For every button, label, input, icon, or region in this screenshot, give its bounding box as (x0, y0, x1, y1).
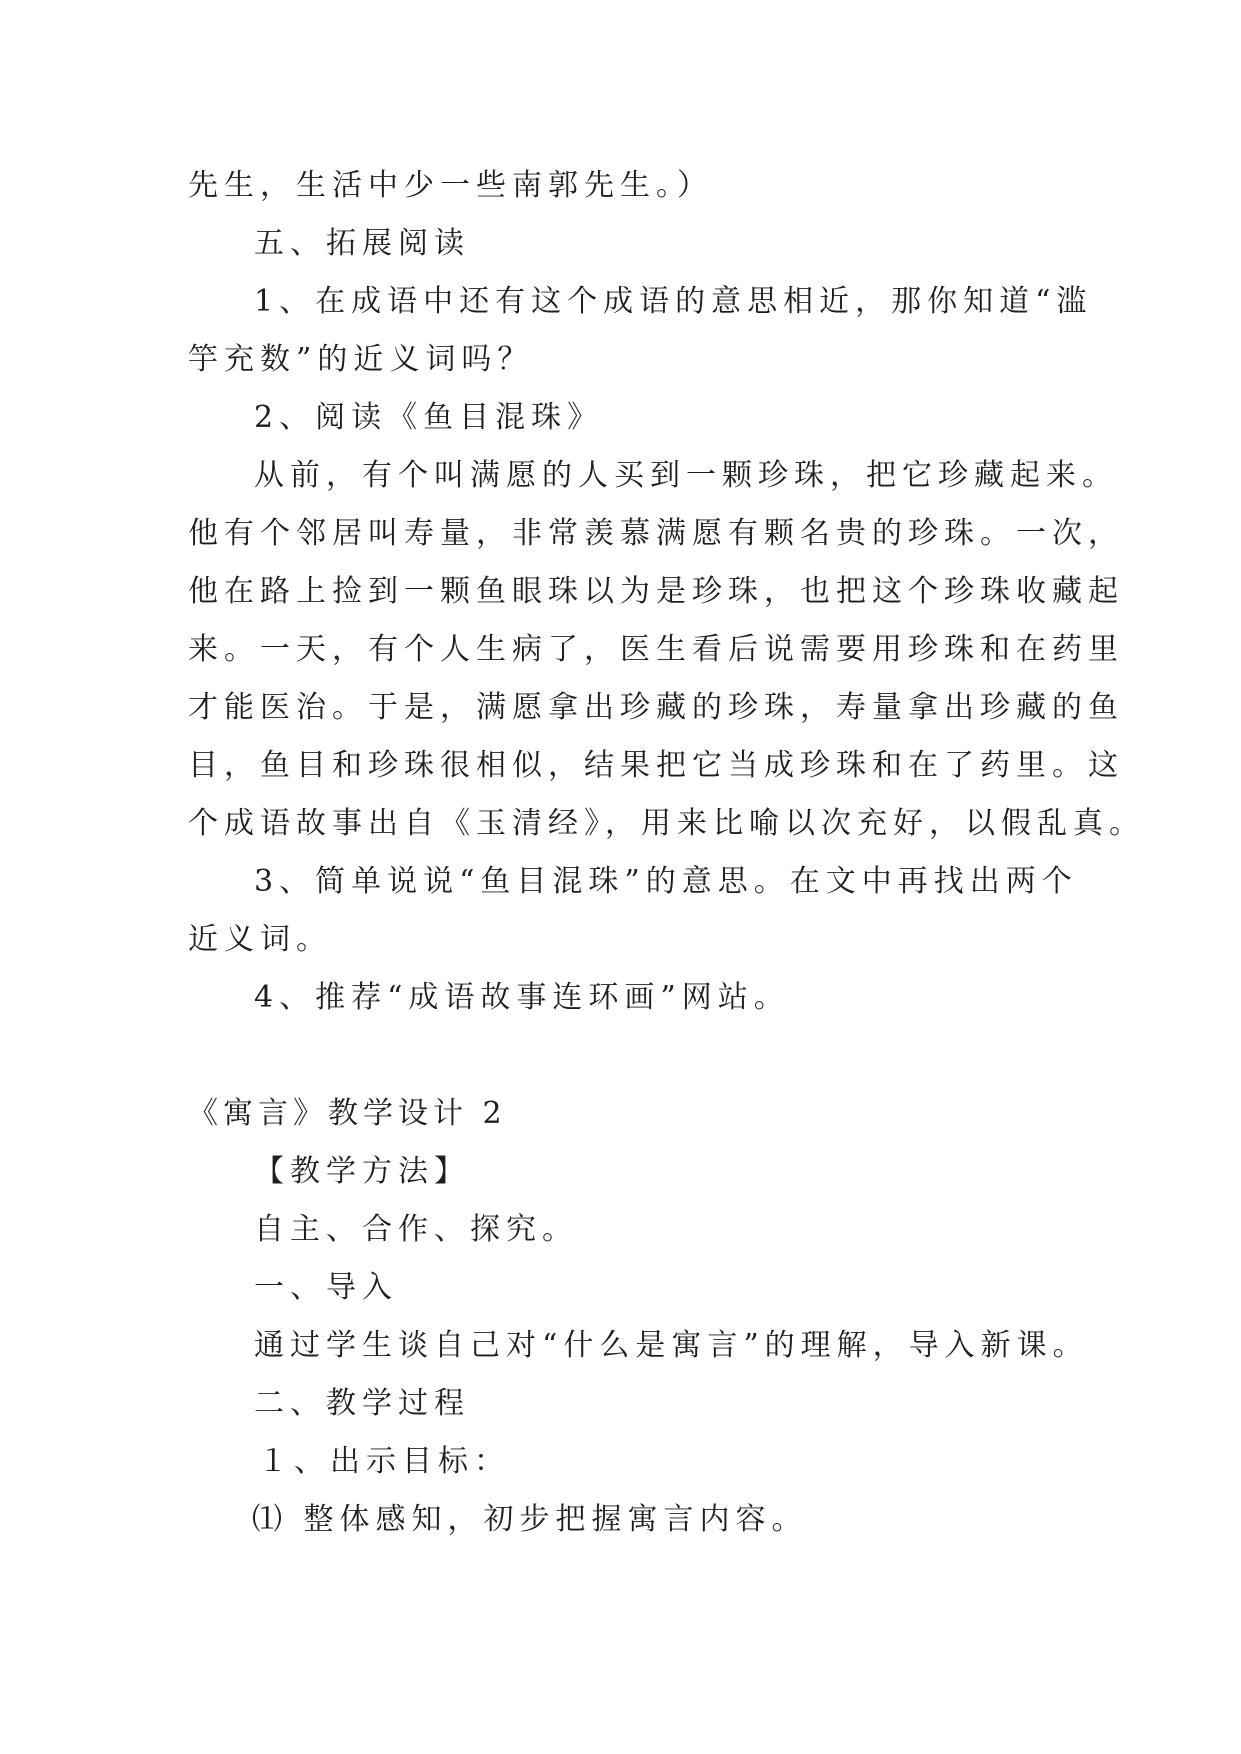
paragraph-line: 才能医治。于是，满愿拿出珍藏的珍珠，寿量拿出珍藏的鱼 (188, 690, 1124, 725)
paragraph-line: 他在路上捡到一颗鱼眼珠以为是珍珠，也把这个珍珠收藏起 (188, 574, 1124, 609)
paragraph-line: 近义词。 (188, 922, 332, 957)
section-heading: 五、拓展阅读 (254, 226, 470, 261)
list-item: １、出示目标： (258, 1444, 510, 1479)
paragraph-line: 自主、合作、探究。 (254, 1212, 578, 1247)
list-item: 1、在成语中还有这个成语的意思相近，那你知道“滥 (254, 284, 1093, 319)
list-item: 2、阅读《鱼目混珠》 (254, 400, 604, 435)
paragraph-line: 从前，有个叫满愿的人买到一颗珍珠，把它珍藏起来。 (254, 458, 1118, 493)
list-item: 4、推荐“成语故事连环画”网站。 (254, 980, 790, 1015)
paragraph-line: 通过学生谈自己对“什么是寓言”的理解，导入新课。 (254, 1328, 1089, 1363)
section-heading: 二、教学过程 (254, 1386, 470, 1421)
list-item: 3、简单说说“鱼目混珠”的意思。在文中再找出两个 (254, 864, 1078, 899)
paragraph-line: 来。一天，有个人生病了，医生看后说需要用珍珠和在药里 (188, 632, 1124, 667)
section-heading: 一、导入 (254, 1270, 398, 1305)
paragraph-line: 他有个邻居叫寿量，非常羡慕满愿有颗名贵的珍珠。一次， (188, 516, 1124, 551)
paragraph-line: 先生，生活中少一些南郭先生。） (188, 168, 713, 203)
list-item: ⑴ 整体感知，初步把握寓言内容。 (252, 1502, 808, 1537)
paragraph-line: 目，鱼目和珍珠很相似，结果把它当成珍珠和在了药里。这 (188, 748, 1124, 783)
paragraph-line: 个成语故事出自《玉清经》，用来比喻以次充好，以假乱真。 (188, 806, 1145, 841)
document-title: 《寓言》教学设计 2 (188, 1096, 507, 1131)
section-heading: 【教学方法】 (254, 1154, 470, 1189)
paragraph-line: 竽充数”的近义词吗？ (188, 342, 534, 377)
